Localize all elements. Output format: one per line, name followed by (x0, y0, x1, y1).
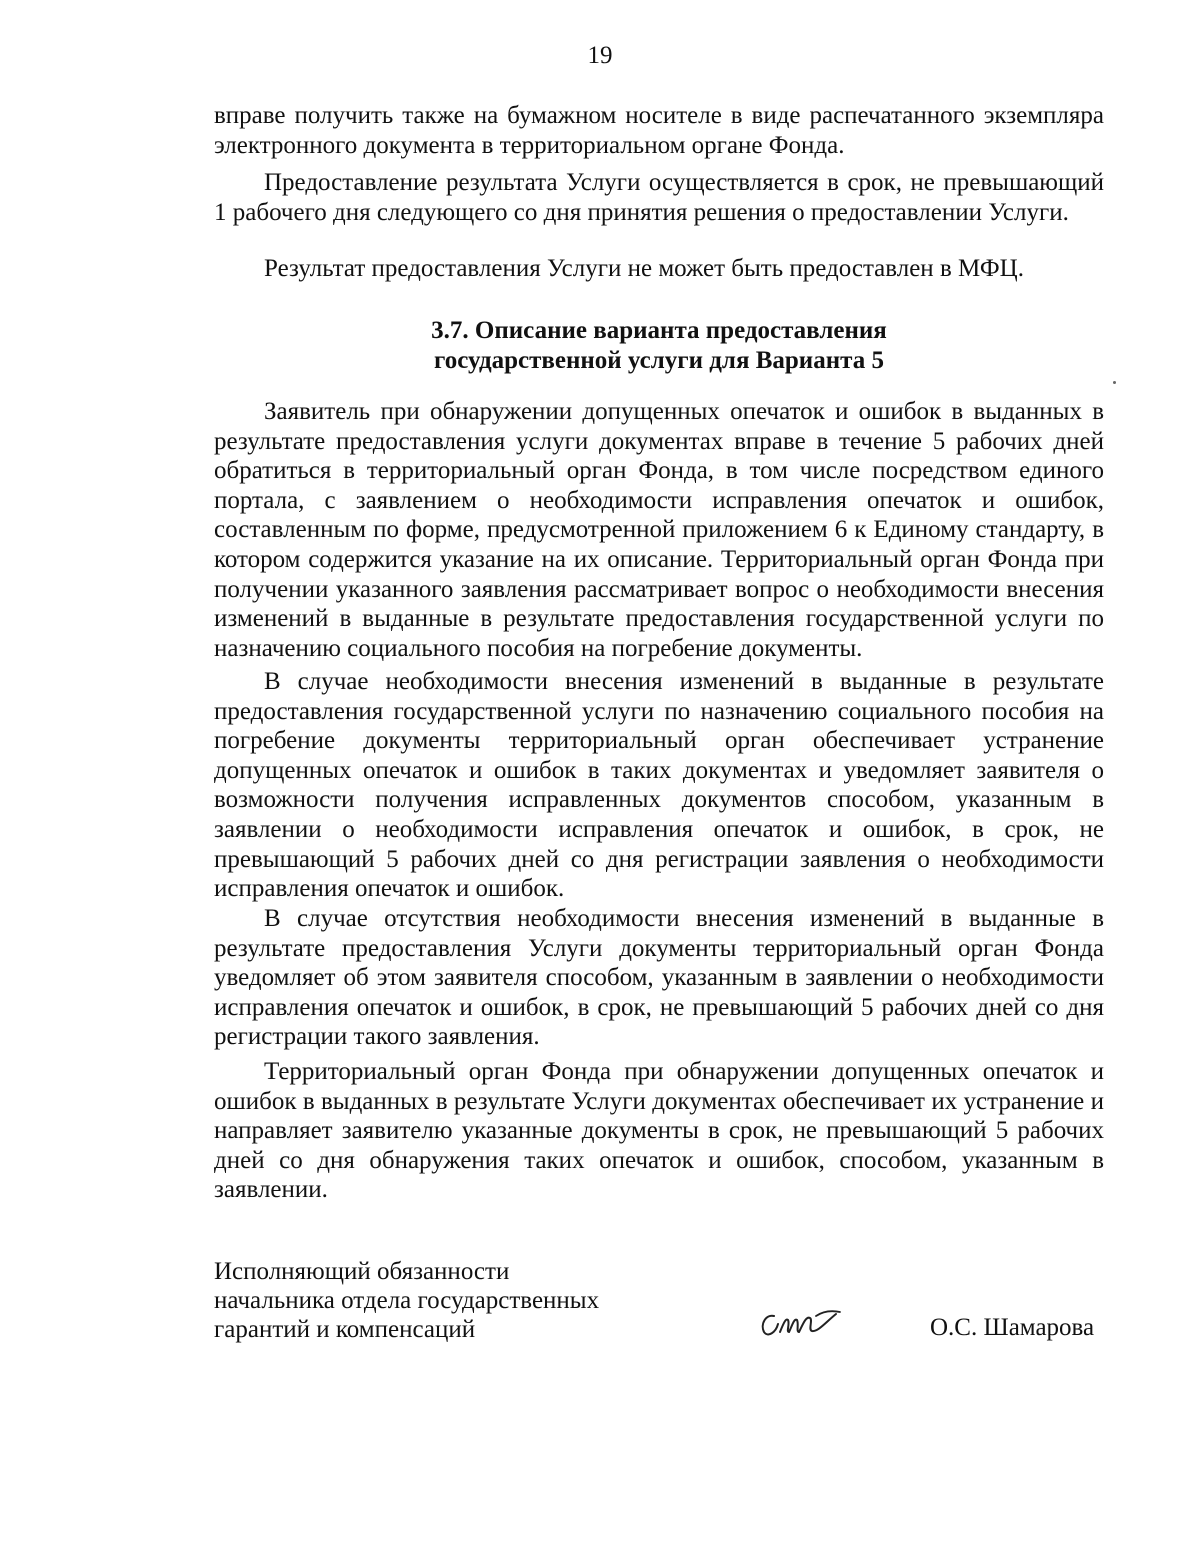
paragraph-intro-3: Результат предоставления Услуги не может быть предоставлен в МФЦ. (264, 255, 1024, 282)
paragraph-section-2: В случае необходимости внесения изменений в выданные в результате предоставления государственной услуги по назначению социального пособия на погребение документы территориальный орган обеспечивает устранение допущенных опечаток и ошибок в таких документах и уведомляет заявителя о возможности получения исправленных документов способом, указанным в заявлении о необходимости исправления опечаток и ошибок, в срок, не превышающий 5 рабочих дней со дня регистрации заявления о необходимости исправления опечаток и ошибок. (214, 668, 1104, 903)
section-heading-line-1: 3.7. Описание варианта предоставления (431, 317, 887, 344)
signatory-title-line-1: Исполняющий обязанности (214, 1258, 510, 1285)
paragraph-section-4: Территориальный орган Фонда при обнаружении допущенных опечаток и ошибок в выданных в результате Услуги документах обеспечивает их устранение и направляет заявителю указанные документы в срок, не превышающий 5 рабочих дней со дня обнаружения таких опечаток и ошибок, способом, указанным в заявлении. (214, 1058, 1104, 1204)
signatory-title (214, 1257, 634, 1344)
paragraph-intro-1: вправе получить также на бумажном носителе в виде распечатанного экземпляра электронного документа в территориальном органе Фонда. (214, 102, 1104, 159)
handwritten-signature (756, 1302, 846, 1342)
signer-name: О.С. Шамарова (930, 1314, 1095, 1341)
page-number: 19 (587, 42, 613, 69)
signatory-title-line-3: гарантий и компенсаций (214, 1316, 476, 1343)
section-heading-line-2: государственной услуги для Варианта 5 (434, 346, 884, 374)
paragraph-section-3: В случае отсутствия необходимости внесения изменений в выданные в результате предоставления Услуги документы территориальный орган Фонда уведомляет об этом заявителя способом, указанным в заявлении о необходимости исправления опечаток и ошибок, в срок, не превышающий 5 рабочих дней со дня регистрации такого заявления. (214, 905, 1104, 1051)
paragraph-section-1: Заявитель при обнаружении допущенных опечаток и ошибок в выданных в результате предоставления услуги документах вправе в течение 5 рабочих дней обратиться в территориальный орган Фонда, в том числе посредством единого портала, с заявлением о необходимости исправления опечаток и ошибок, составленным по форме, предусмотренной приложением 6 к Единому стандарту, в котором содержится указание на их описание. Территориальный орган Фонда при получении указанного заявления рассматривает вопрос о необходимости внесения изменений в выданные в результате предоставления государственной услуги по назначению социального пособия на погребение документы. (214, 398, 1104, 662)
signatory-title-line-2: начальника отдела государственных (214, 1287, 600, 1314)
section-heading (214, 316, 1104, 375)
paragraph-intro-2: Предоставление результата Услуги осуществляется в срок, не превышающий 1 рабочего дня следующего со дня принятия решения о предоставлении Услуги. (214, 169, 1104, 226)
margin-dot (1113, 381, 1116, 384)
